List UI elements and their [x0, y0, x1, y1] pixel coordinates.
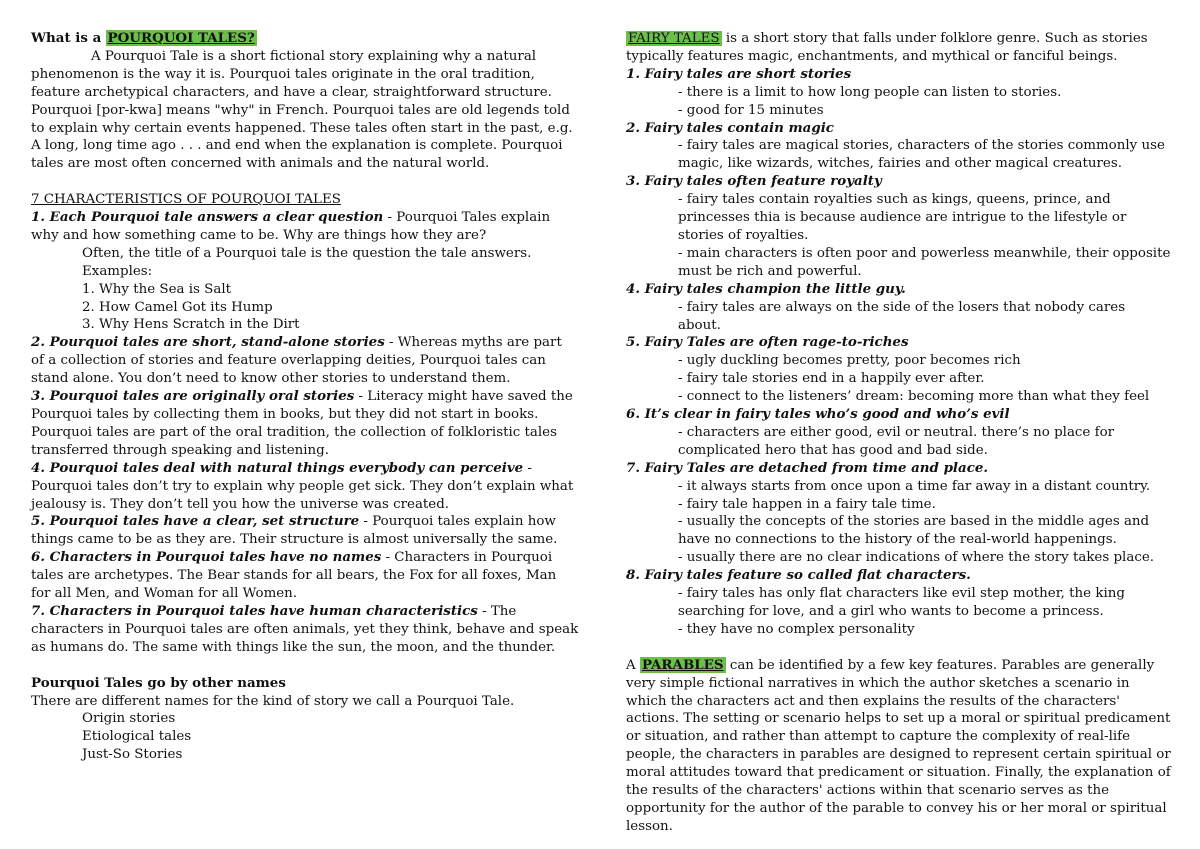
fairy-tales-list [626, 66, 1171, 639]
characteristic-text: - Pourquoi tales explain how things came to be as they are. Their structure is almost universally the same. [31, 514, 558, 548]
fairy-tale-characteristic-line: - main characters is often poor and powerless meanwhile, their opposite must be rich and powerful. [678, 245, 1171, 279]
characteristic-title: 5. Pourquoi tales have a clear, set structure [31, 513, 360, 530]
characteristic-5 [31, 513, 579, 549]
fairy-tale-characteristic-line: - usually the concepts of the stories are based in the middle ages and have no connections to the history of the real-world happenings. [678, 514, 1150, 548]
characteristic-7 [31, 603, 579, 657]
fairy-tale-characteristic-line: - good for 15 minutes [678, 102, 824, 118]
intro-heading [31, 30, 579, 48]
example-item: 1. Why the Sea is Salt [82, 281, 231, 297]
characteristics-heading: 7 CHARACTERISTICS OF POURQUOI TALES [31, 192, 341, 208]
example-item: 3. Why Hens Scratch in the Dirt [82, 317, 300, 333]
fairy-tale-characteristic-title: 5. Fairy Tales are often rage-to-riches [626, 334, 909, 351]
examples-label: Examples: [82, 263, 153, 279]
fairy-tale-characteristic-title: 3. Fairy tales often feature royalty [626, 173, 882, 190]
fairy-tale-characteristic-title: 1. Fairy tales are short stories [626, 65, 852, 82]
characteristic-title: 3. Pourquoi tales are originally oral stories [31, 388, 355, 405]
characteristic-2 [31, 334, 579, 388]
characteristic-title: 4. Pourquoi tales deal with natural things everybody can perceive [31, 459, 524, 476]
parables-prefix: A [626, 657, 640, 673]
characteristic-title: 1. Each Pourquoi tale answers a clear question [31, 209, 384, 226]
fairy-tale-characteristic-line: - usually there are no clear indications of where the story takes place. [678, 550, 1155, 566]
fairy-tale-characteristic-line: - ugly duckling becomes pretty, poor becomes rich [678, 353, 1021, 369]
other-name-item: Origin stories [82, 711, 176, 727]
characteristic-1 [31, 209, 579, 245]
characteristic-text: - The characters in Pourquoi tales are often animals, yet they think, behave and speak as humans do. The same with things like the sun, the moon, and the thunder. [31, 603, 579, 655]
characteristic-3 [31, 388, 579, 460]
fairy-tale-characteristic-line: - characters are either good, evil or neutral. there’s no place for complicated hero that has good and bad side. [678, 424, 1115, 458]
fairy-tale-characteristic-line: - fairy tales has only flat characters like evil step mother, the king searching for love, and a girl who wants to become a princess. [678, 586, 1125, 619]
fairy-tale-characteristic-title: 8. Fairy tales feature so called flat characters. [626, 567, 971, 584]
example-item: 2. How Camel Got its Hump [82, 299, 273, 315]
pourquoi-term-highlight: POURQUOI TALES? [107, 30, 255, 46]
fairy-tales-column [626, 30, 1171, 836]
fairy-tale-characteristic-title: 7. Fairy Tales are detached from time and place. [626, 459, 989, 476]
fairy-tale-characteristic-line: - there is a limit to how long people can listen to stories. [678, 84, 1062, 100]
other-name-item: Just-So Stories [82, 747, 183, 763]
fairy-tale-characteristic-line: - it always starts from once upon a time far away in a distant country. [678, 478, 1151, 494]
fairy-tale-characteristic-line: - fairy tales are always on the side of the losers that nobody cares about. [678, 299, 1126, 333]
parables-term-highlight: PARABLES [641, 656, 724, 673]
fairy-tale-characteristic-line: - fairy tales contain royalties such as kings, queens, prince, and princesses thia is because audience are intrigue to the lifestyle or stories of royalties. [678, 192, 1127, 243]
fairy-tales-term-highlight: FAIRY TALES [628, 31, 720, 46]
characteristic-text: - Literacy might have saved the Pourquoi tales by collecting them in books, but they did not start in books. Pourquoi tales are part of the oral tradition, the collection of folkloristic tales transferred through speaking and listening. [31, 389, 573, 458]
characteristic-title: 6. Characters in Pourquoi tales have no names [31, 549, 382, 566]
fairy-tale-characteristic-title: 6. It’s clear in fairy tales who’s good and who’s evil [626, 406, 1010, 423]
characteristic-text: - Characters in Pourquoi tales are archetypes. The Bear stands for all bears, the Fox for all foxes, Man for all Men, and Woman for all Women. [31, 550, 557, 602]
fairy-tale-characteristic-line: - fairy tale happen in a fairy tale time. [678, 496, 936, 512]
parables-paragraph [626, 657, 1171, 836]
other-names-heading: Pourquoi Tales go by other names [31, 674, 286, 691]
fairy-tales-intro-text: is a short story that falls under folklore genre. Such as stories typically features magic, enchantments, and mythical or fanciful beings. [626, 31, 1148, 64]
characteristic-6 [31, 549, 579, 603]
characteristic-1-note: Often, the title of a Pourquoi tale is the question the tale answers. [82, 245, 532, 261]
pourquoi-column [31, 30, 579, 764]
parables-text: can be identified by a few key features. Parables are generally very simple fictional narratives in which the author sketches a scenario in which the characters act and then explains the results of the characters' actions. The setting or scenario helps to set up a moral or spiritual predicament or situation, and rather than attempt to capture the complexity of real-life people, the characters in parables are designed to represent certain spiritual or moral attitudes toward that predicament or situation. Finally, the explanation of the results of the characters' actions within that scenario serves as the opportunity for the author of the parable to convey his or her moral or spiritual lesson. [626, 657, 1171, 834]
characteristic-text: - Pourquoi Tales explain why and how something came to be. Why are things how they are? [31, 210, 551, 243]
other-names-text: There are different names for the kind of story we call a Pourquoi Tale. [31, 693, 515, 709]
characteristic-title: 7. Characters in Pourquoi tales have human characteristics [31, 602, 478, 619]
intro-paragraph: A Pourquoi Tale is a short fictional story explaining why a natural phenomenon is the way it is. Pourquoi tales originate in the oral tradition, feature archetypical characters, and have a clear, straightforward structure. Pourquoi [por-kwa] means "why" in French. Pourquoi tales are old legends told to explain why certain events happened. These tales often start in the past, e.g. A long, long time ago . . . and end when the explanation is complete. Pourquoi tales are most often concerned with animals and the natural world. [31, 48, 573, 172]
characteristic-title: 2. Pourquoi tales are short, stand-alone stories [31, 334, 385, 351]
fairy-tale-characteristic-line: - fairy tale stories end in a happily ever after. [678, 371, 985, 387]
characteristic-4 [31, 460, 579, 514]
fairy-tale-characteristic-title: 2. Fairy tales contain magic [626, 119, 834, 136]
fairy-tale-characteristic-line: - connect to the listeners’ dream: becoming more than what they feel [678, 389, 1150, 405]
characteristic-text: - Whereas myths are part of a collection of stories and feature overlapping deities, Pourquoi tales can stand alone. You don’t need to know other stories to understand them. [31, 335, 562, 387]
intro-label: What is a [31, 30, 102, 46]
other-name-item: Etiological tales [82, 729, 192, 745]
fairy-tale-characteristic-line: - fairy tales are magical stories, characters of the stories commonly use magic, like wizards, witches, fairies and other magical creatures. [678, 138, 1165, 172]
fairy-tales-intro [626, 30, 1171, 66]
characteristic-text: - Pourquoi tales don’t try to explain why people get sick. They don’t explain what jealousy is. They don’t tell you how the universe was created. [31, 460, 574, 512]
fairy-tale-characteristic-title: 4. Fairy tales champion the little guy. [626, 280, 906, 297]
fairy-tale-characteristic-line: - they have no complex personality [678, 621, 915, 637]
